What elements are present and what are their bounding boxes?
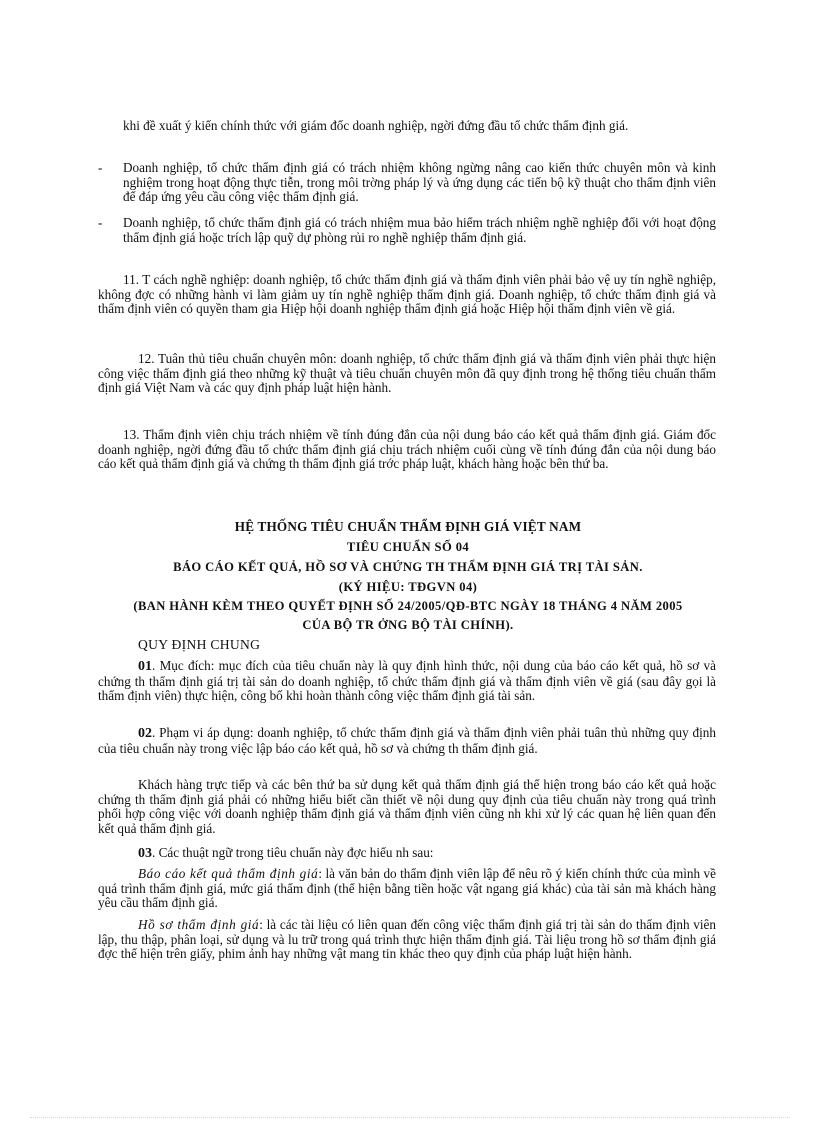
definition-text: : là các tài liệu có liên quan đến công việc thẩm định giá trị tài sản do thẩm định viên lập, thu thập, phân loại, sử dụng và lu trữ trong quá trình thực hiện thẩm định giá. Tài liệu trong hồ sơ thẩm định giá đợc thể hiện trên giấy, phim ảnh hay những vật mang tin khác theo quy định của pháp luật hiện hành. xyxy=(98,917,716,962)
heading-symbol: (KÝ HIỆU: TĐGVN 04) xyxy=(338,580,478,594)
paragraph-13: 13. Thẩm định viên chịu trách nhiệm về tính đúng đắn của nội dung báo cáo kết quả thẩm định giá. Giám đốc doanh nghiệp, ngời đứng đầu tổ chức thẩm định giá chịu trách nhiệm cuối cùng về tính đúng đắn của nội dung báo cáo kết quả thẩm định giá và chứng th thẩm định giá trớc pháp luật, khách hàng hoặc bên thứ ba. xyxy=(98,427,716,472)
definition-report xyxy=(98,867,716,911)
continuation-paragraph: khi đề xuất ý kiến chính thức với giám đốc doanh nghiệp, ngời đứng đầu tổ chức thẩm định giá. xyxy=(123,118,629,133)
definition-text: : là văn bản do thẩm định viên lập để nêu rõ ý kiến chính thức của mình về quá trình thẩm định giá, mức giá thẩm định (thể hiện bằng tiền hoặc vật ngang giá khác) của tài sản mà khách hàng yêu cầu thẩm định giá. xyxy=(98,866,716,911)
definition-dossier xyxy=(98,918,716,962)
definition-term: Hồ sơ thẩm định giá xyxy=(138,917,260,932)
bullet-item: Doanh nghiệp, tổ chức thẩm định giá có trách nhiệm mua bảo hiểm trách nhiệm nghề nghiệp đối với hoạt động thẩm định giá hoặc trích lập quỹ dự phòng rủi ro nghề nghiệp thẩm định giá. xyxy=(123,215,716,245)
bullet-marker: - xyxy=(98,215,103,230)
heading-standard-number: TIÊU CHUẨN SỐ 04 xyxy=(346,540,470,554)
clause-text: . Các thuật ngữ trong tiêu chuẩn này đợc hiểu nh sau: xyxy=(152,845,434,860)
clause-number: 02 xyxy=(138,726,152,741)
clause-02 xyxy=(98,726,716,756)
bullet-marker: - xyxy=(98,160,103,175)
paragraph-clients: Khách hàng trực tiếp và các bên thứ ba sử dụng kết quả thẩm định giá thể hiện trong báo cáo kết quả hoặc chứng th thẩm định giá phải có những hiểu biết cần thiết về nội dung quy định của tiêu chuẩn này trong quá trình phối hợp công việc với doanh nghiệp thẩm định giá và thẩm định viên cũng nh khi xử lý các quan hệ liên quan đến kết quả thẩm định giá. xyxy=(98,777,716,836)
paragraph-12: 12. Tuân thủ tiêu chuẩn chuyên môn: doanh nghiệp, tổ chức thẩm định giá và thẩm định viên phải thực hiện công việc thẩm định giá theo những kỹ thuật và tiêu chuẩn chuyên môn đã quy định trong hệ thống tiêu chuẩn thẩm định giá Việt Nam và các quy định pháp luật hiện hành. xyxy=(98,351,716,396)
clause-03 xyxy=(98,846,716,862)
definition-term: Báo cáo kết quả thẩm định giá xyxy=(138,866,319,881)
heading-standard-title: BÁO CÁO KẾT QUẢ, HỒ SƠ VÀ CHỨNG TH THẨM ĐỊNH GIÁ TRỊ TÀI SẢN. xyxy=(173,560,643,574)
bullet-item: Doanh nghiệp, tổ chức thẩm định giá có trách nhiệm không ngừng nâng cao kiến thức chuyên môn và kinh nghiệm trong hoạt động thực tiễn, trong môi trờng pháp lý và ứng dụng các tiến bộ kỹ thuật cho thẩm định viên để đáp ứng yêu cầu công việc thẩm định giá. xyxy=(123,160,716,205)
section-title: QUY ĐỊNH CHUNG xyxy=(138,637,261,652)
clause-number: 03 xyxy=(138,846,152,861)
page-bottom-divider xyxy=(30,1117,790,1118)
heading-decision: (BAN HÀNH KÈM THEO QUYẾT ĐỊNH SỐ 24/2005/QĐ-BTC NGÀY 18 THÁNG 4 NĂM 2005 xyxy=(133,599,683,613)
clause-text: . Phạm vi áp dụng: doanh nghiệp, tổ chức thẩm định giá và thẩm định viên phải tuân thủ những quy định của tiêu chuẩn này trong việc lập báo cáo kết quả, hồ sơ và chứng th thẩm định giá. xyxy=(98,725,716,756)
heading-ministry: CỦA BỘ TR ỞNG BỘ TÀI CHÍNH). xyxy=(302,618,514,632)
paragraph-11: 11. T cách nghề nghiệp: doanh nghiệp, tổ chức thẩm định giá và thẩm định viên phải bảo vệ uy tín nghề nghiệp, không đợc có những hành vi làm giảm uy tín nghề nghiệp thẩm định giá. Doanh nghiệp, tổ chức thẩm định giá và thẩm định viên có quyền tham gia Hiệp hội doanh nghiệp thẩm định giá hoặc Hiệp hội thẩm định viên về giá. xyxy=(98,272,716,317)
clause-01 xyxy=(98,659,716,704)
heading-system: HỆ THỐNG TIÊU CHUẨN THẨM ĐỊNH GIÁ VIỆT NAM xyxy=(234,519,582,534)
clause-number: 01 xyxy=(138,659,152,674)
clause-text: . Mục đích: mục đích của tiêu chuẩn này là quy định hình thức, nội dung của báo cáo kết quả, hồ sơ và chứng th thẩm định giá trị tài sản do doanh nghiệp, tổ chức thẩm định giá và thẩm định viên về giá (sau đây gọi là thẩm định viên) thực hiện, công bố khi hoàn thành công việc thẩm định giá tài sản. xyxy=(98,658,716,704)
